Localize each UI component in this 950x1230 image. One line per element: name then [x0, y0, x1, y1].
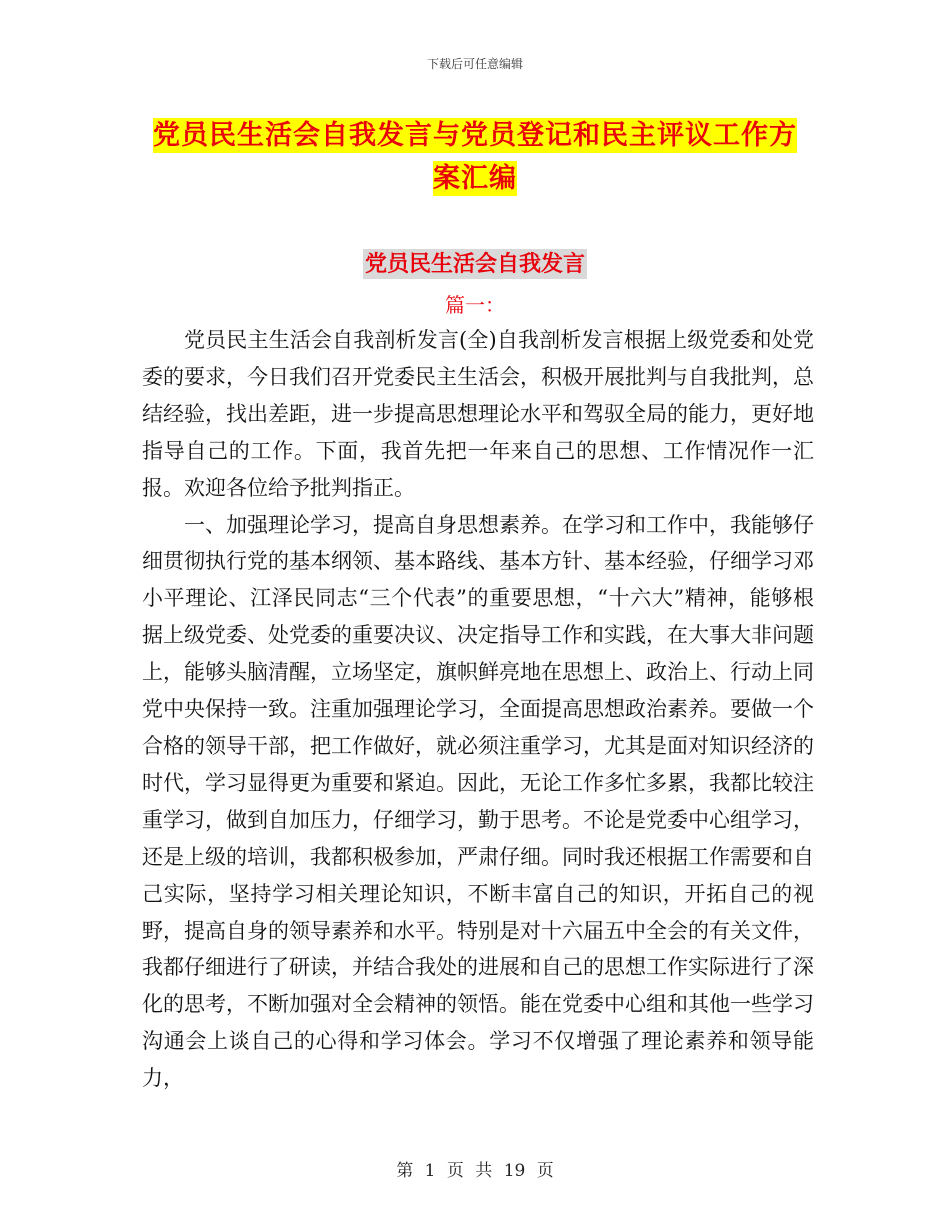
section-heading-text: 党员民生活会自我发言 — [364, 251, 585, 277]
document-title-line-2 — [0, 156, 950, 195]
document-body — [142, 322, 814, 1097]
document-title-text-1: 党员民生活会自我发言与党员登记和民主评议工作方 — [153, 120, 797, 151]
body-paragraph-2: 一、加强理论学习，提高自身思想素养。在学习和工作中，我能够仔细贯彻执行党的基本纲领、基本路线、基本方针、基本经验，仔细学习邓小平理论、江泽民同志“三个代表”的重要思想，“十六大”精神，能够根据上级党委、处党委的重要决议、决定指导工作和实践，在大事大非问题上，能够头脑清醒，立场坚定，旗帜鲜亮地在思想上、政治上、行动上同党中央保持一致。注重加强理论学习，全面提高思想政治素养。要做一个合格的领导干部，把工作做好，就必须注重学习，尤其是面对知识经济的时代，学习显得更为重要和紧迫。因此，无论工作多忙多累，我都比较注重学习，做到自加压力，仔细学习，勤于思考。不论是党委中心组学习，还是上级的培训，我都积极参加，严肃仔细。同时我还根据工作需要和自己实际，坚持学习相关理论知识，不断丰富自己的知识，开拓自己的视野，提高自身的领导素养和水平。特别是对十六届五中全会的有关文件，我都仔细进行了研读，并结合我处的进展和自己的思想工作实际进行了深化的思考，不断加强对全会精神的领悟。能在党委中心组和其他一些学习沟通会上谈自己的心得和学习体会。学习不仅增强了理论素养和领导能力， — [142, 512, 814, 1091]
chapter-label: 篇一： — [445, 293, 505, 317]
page-header-note: 下载后可任意编辑 — [426, 57, 523, 71]
body-paragraph-1: 党员民主生活会自我剖析发言(全)自我剖析发言根据上级党委和处党委的要求，今日我们召开党委民主生活会，积极开展批判与自我批判，总结经验，找出差距，进一步提高思想理论水平和驾驭全局的能力，更好地指导自己的工作。下面，我首先把一年来自己的思想、工作情况作一汇报。欢迎各位给予批判指正。 — [142, 328, 814, 500]
document-title-text-2: 案汇编 — [433, 163, 517, 194]
page-number-footer: 第 1 页 共 19 页 — [396, 1161, 554, 1181]
document-title-line-1 — [0, 113, 950, 152]
section-heading — [0, 247, 950, 278]
